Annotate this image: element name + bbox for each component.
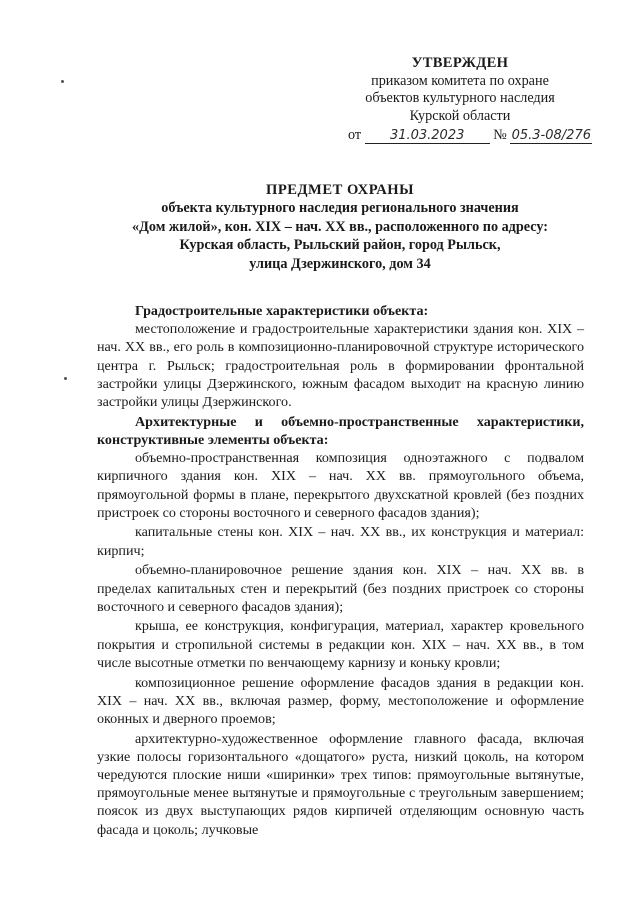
- date-value: 31.03.2023: [365, 129, 490, 144]
- document-title: [90, 181, 590, 273]
- title-line: «Дом жилой», кон. XIX – нач. XX вв., расположенного по адресу:: [132, 218, 548, 235]
- body-paragraph: местоположение и градостроительные характеристики здания кон. XIX – нач. XX вв., его роль в композиционно-планировочной структуре исторического центра г. Рыльск; градостроительная роль в формировании фронтальной застройки улицы Дзержинского, южным фасадом выходит на красную линию застройки улицы Дзержинского.: [97, 321, 584, 411]
- body-paragraph: архитектурно-художественное оформление главного фасада, включая узкие полосы горизонтального «дощатого» руста, низкий цоколь, на котором чередуются плоские ниши «ширинки» трех типов: прямоугольные вытянутые, прямоугольные менее вытянутые и прямоугольные с треугольным завершением; поясок из двух выступающих рядов кирпичей отделяющим основную часть фасада и цоколь; лучковые: [97, 730, 584, 838]
- approval-line: Курской области: [409, 107, 511, 124]
- section-heading: Архитектурные и объемно-пространственные характеристики, конструктивные элементы объекта:: [97, 413, 584, 448]
- title-line: объекта культурного наследия регионального значения: [161, 200, 519, 216]
- body-paragraph: капитальные стены кон. XIX – нач. XX вв., их конструкция и материал: кирпич;: [97, 524, 584, 559]
- section-heading: Градостроительные характеристики объекта:: [135, 303, 429, 319]
- approval-line: приказом комитета по охране: [371, 72, 549, 89]
- scan-speck: [64, 377, 67, 380]
- body-paragraph: крыша, ее конструкция, конфигурация, материал, характер кровельного покрытия и стропильной системы в редакции кон. XIX – нач. XX вв., в том числе высотные отметки по венчающему карнизу и коньку кровли;: [97, 618, 584, 671]
- scan-speck: [61, 80, 64, 83]
- approval-line: объектов культурного наследия: [365, 90, 555, 106]
- approval-block: [330, 55, 590, 145]
- title-line: улица Дзержинского, дом 34: [249, 255, 431, 272]
- document-body: [97, 302, 584, 839]
- body-paragraph: объемно-пространственная композиция одноэтажного с подвалом кирпичного здания кон. XIX – нач. XX вв. прямоугольного объема, прямоугольной формы в плане, перекрытого двухскатной кровлей (без поздних пристроек со стороны восточного и северного фасадов здания);: [97, 450, 584, 521]
- approval-date-number-line: [348, 127, 590, 145]
- date-prefix: от: [348, 127, 362, 143]
- title-line: Курская область, Рыльский район, город Рыльск,: [179, 237, 501, 254]
- title-main: ПРЕДМЕТ ОХРАНЫ: [266, 182, 414, 198]
- number-value: 05.3-08/276: [511, 128, 591, 143]
- body-paragraph: композиционное решение оформление фасадов здания в редакции кон. XIX – нач. XX вв., включая размер, форму, местоположение и оформление оконных и дверного проемов;: [97, 674, 584, 727]
- approval-heading: УТВЕРЖДЕН: [411, 55, 509, 71]
- number-prefix: №: [493, 127, 507, 143]
- body-paragraph: объемно-планировочное решение здания кон. XIX – нач. XX вв. в пределах капитальных стен и перекрытий (без поздних пристроек со стороны восточного и северного фасадов здания);: [97, 562, 584, 615]
